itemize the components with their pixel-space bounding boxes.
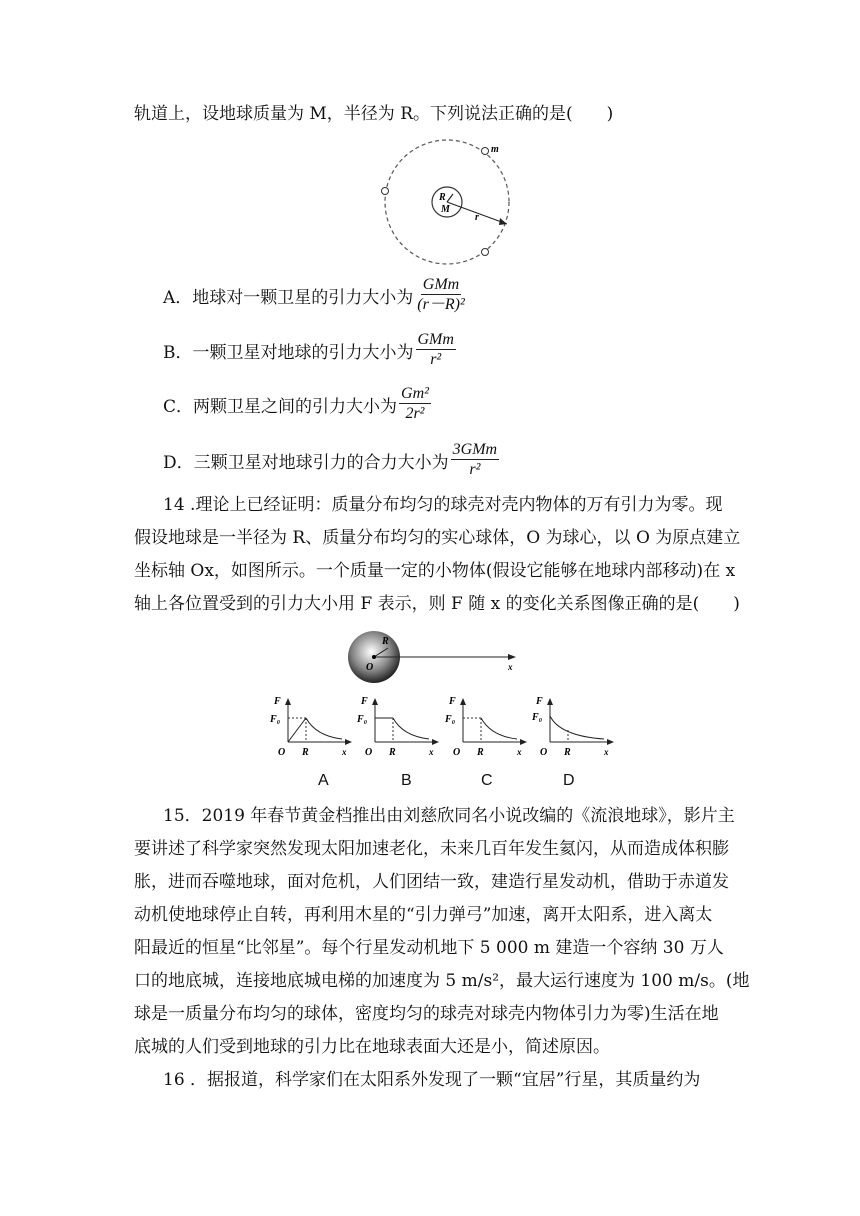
svg-text:F₀: F₀ <box>532 712 543 723</box>
sphere-figure <box>340 630 530 686</box>
caption-c: C <box>481 772 493 789</box>
caption-b: B <box>401 772 412 789</box>
option-b: B．一颗卫星对地球的引力大小为 $\frac{\text{GMm}}{\text{r²}}$ <box>163 331 454 368</box>
satellite-top <box>482 148 489 155</box>
q14-line-2: 假设地球是一半径为 R、质量分布均匀的实心球体，O 为球心，以 O 为原点建立 <box>134 528 741 548</box>
option-a: A．地球对一颗卫星的引力大小为 $\frac{\text{GMm}}{\text{(r－R)²}}$ <box>163 276 465 313</box>
label-M: M <box>441 204 450 215</box>
caption-a: A <box>318 772 329 789</box>
graph-b <box>355 692 443 760</box>
orbit-figure <box>375 138 515 268</box>
svg-text:F₀: F₀ <box>357 714 368 725</box>
q16-line-1: 16 ．据报道，科学家们在太阳系外发现了一颗“宜居”行星，其质量约为 <box>163 1070 701 1090</box>
q15-line-5: 阳最近的恒星“比邻星”。每个行星发动机地下 5 000 m 建造一个容纳 30 万人 <box>134 938 724 958</box>
svg-text:F₀: F₀ <box>270 714 281 725</box>
svg-text:F: F <box>449 696 456 707</box>
svg-text:x: x <box>342 747 347 757</box>
q15-line-4: 动机使地球停止自转，再利用木星的“引力弹弓”加速，离开太阳系，进入离太 <box>134 905 713 925</box>
svg-text:F: F <box>361 696 368 707</box>
q15-line-8: 底城的人们受到地球的引力比在地球表面大还是小，简述原因。 <box>134 1037 610 1057</box>
svg-text:x: x <box>429 747 434 757</box>
q15-line-7: 球是一质量分布均匀的球体，密度均匀的球壳对球壳内物体引力为零)生活在地 <box>134 1004 719 1024</box>
label-r: r <box>475 212 479 223</box>
q13-intro: 轨道上，设地球质量为 M，半径为 R。下列说法正确的是( ) <box>134 104 614 124</box>
svg-text:x: x <box>604 747 609 757</box>
satellite-left <box>382 188 389 195</box>
q14-line-4: 轴上各位置受到的引力大小用 F 表示，则 F 随 x 的变化关系图像正确的是( ) <box>134 594 740 614</box>
graph-c <box>443 692 531 760</box>
satellite-bottom <box>482 249 489 256</box>
sphere-label-O: O <box>366 662 374 673</box>
svg-text:O: O <box>365 747 373 758</box>
svg-text:R: R <box>302 747 309 758</box>
sphere-label-R: R <box>382 636 389 647</box>
q15-line-1: 15．2019 年春节黄金档推出由刘慈欣同名小说改编的《流浪地球》，影片主 <box>163 806 735 826</box>
svg-text:O: O <box>278 747 286 758</box>
q15-line-6: 口的地底城，连接地底城电梯的加速度为 5 m/s²，最大运行速度为 100 m/s。(地 <box>134 971 750 991</box>
label-R: R <box>439 192 446 203</box>
option-c: C．两颗卫星之间的引力大小为 $\frac{\text{Gm²}}{\text{2r²}}$ <box>163 385 429 422</box>
q15-line-3: 胀，进而吞噬地球，面对危机，人们团结一致，建造行星发动机，借助于赤道发 <box>134 872 729 892</box>
svg-text:x: x <box>517 747 522 757</box>
graph-d <box>530 692 618 760</box>
svg-text:R: R <box>477 747 484 758</box>
svg-text:F: F <box>274 696 281 707</box>
svg-text:R: R <box>564 747 571 758</box>
sphere-label-x: x <box>508 662 513 672</box>
q15-line-2: 要讲述了科学家突然发现太阳加速老化，未来几百年发生氦闪，从而造成体积膨 <box>134 839 729 859</box>
q14-line-1: 14 .理论上已经证明：质量分布均匀的球壳对壳内物体的万有引力为零。现 <box>163 495 723 515</box>
svg-text:F: F <box>536 696 543 707</box>
caption-d: D <box>563 772 575 789</box>
svg-text:F₀: F₀ <box>445 714 456 725</box>
graph-a <box>268 692 356 760</box>
svg-text:O: O <box>453 747 461 758</box>
label-m: m <box>491 144 499 155</box>
option-d: D．三颗卫星对地球引力的合力大小为 $\frac{\text{3GMm}}{\text{r²}}$ <box>163 441 498 478</box>
svg-text:R: R <box>389 747 396 758</box>
q14-line-3: 坐标轴 Ox，如图所示。一个质量一定的小物体(假设它能够在地球内部移动)在 x <box>134 561 736 581</box>
svg-text:O: O <box>540 747 548 758</box>
